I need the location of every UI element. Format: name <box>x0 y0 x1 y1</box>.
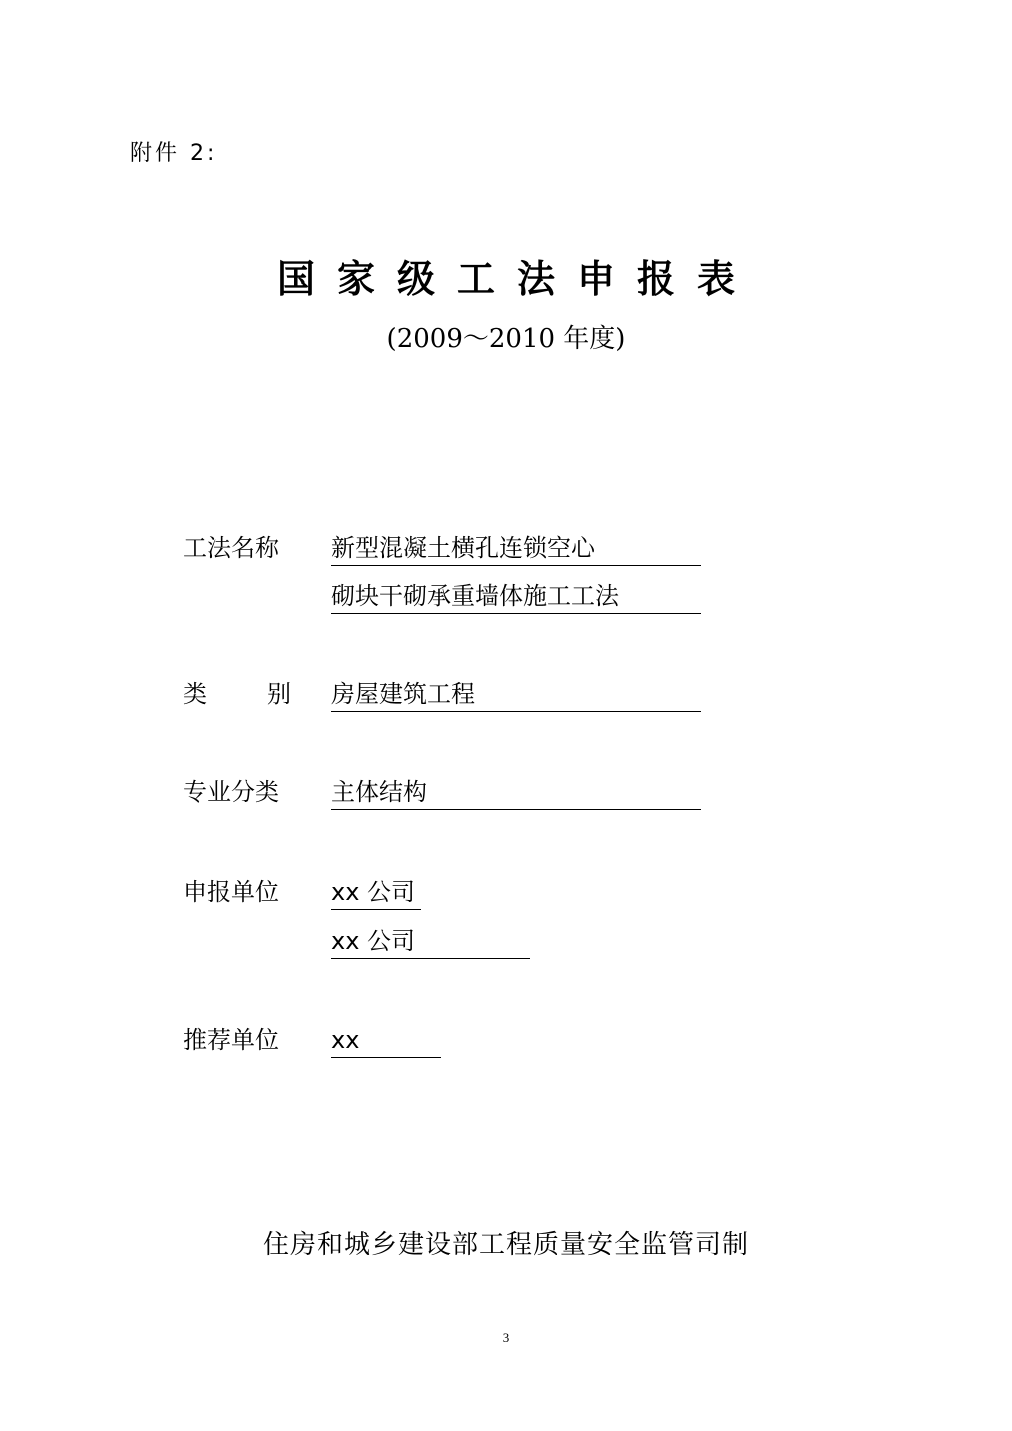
method-name-label: 工法名称 <box>183 534 279 562</box>
applicant-value-2: xx 公司 <box>331 925 530 959</box>
recommender-label: 推荐单位 <box>183 1026 279 1054</box>
method-name-line1: 新型混凝土横孔连锁空心 <box>331 532 701 566</box>
page-title: 国家级工法申报表 <box>276 256 757 301</box>
method-name-line2: 砌块干砌承重墙体施工工法 <box>331 580 701 614</box>
recommender-value: xx <box>331 1024 441 1058</box>
applicant-value-1: xx 公司 <box>331 876 421 910</box>
specialty-value: 主体结构 <box>331 776 701 810</box>
applicant-label: 申报单位 <box>183 878 279 906</box>
category-label <box>183 678 291 710</box>
issuing-organization: 住房和城乡建设部工程质量安全监管司制 <box>262 1230 749 1260</box>
year-subtitle: (2009～2010 年度) <box>386 324 626 354</box>
page-number: 3 <box>502 1330 510 1345</box>
category-value: 房屋建筑工程 <box>331 678 701 712</box>
category-label-text: 类 别 <box>183 680 291 708</box>
attachment-label: 附件 2: <box>130 141 218 166</box>
specialty-label: 专业分类 <box>183 778 279 806</box>
